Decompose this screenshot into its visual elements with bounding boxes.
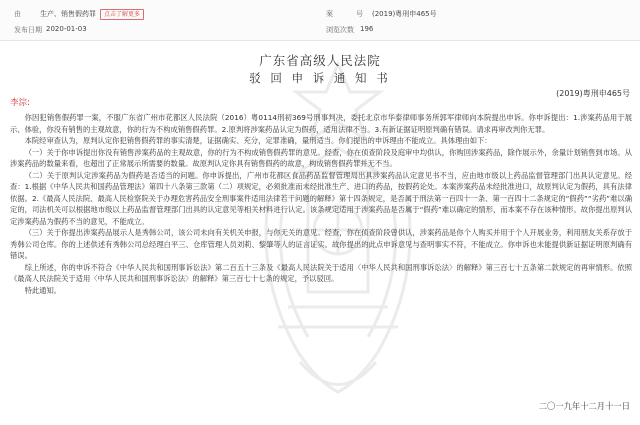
paragraph-point-1: （一）关于你申诉提出你没有销售涉案药品的主观故意，你的行为不构成销售假药罪的意见。经查，你在侦查阶段及庭审中均供认，你购回涉案药品，除作展示外，余量计划销售到市场。从涉案药品的数量来看，也超出了正常展示所需要的数量。故原判认定你具有销售假药的故意，构成销售假药罪并无不当。 <box>10 147 632 168</box>
document-number: (2019)粤刑申465号 <box>556 89 630 98</box>
paragraph-point-3: （三）关于你提出涉案药品展示人是秀韩公司，该公司未向有关机关申报，与你无关的意见。经查，你在侦查阶段曾供认，涉案药品是你个人购买并用于个人开展业务，利用朋友关系存放于秀韩公司仓库。你的上述供述有秀韩公司总经理白平三、仓库管理人员刘莉、黎肇等人的证言证实。故你提出的此点申诉意见与查明事实不符，不能成立。你申诉也未能提供新证据证明原判确有错误。 <box>10 228 632 260</box>
cause-label: 由 <box>14 10 21 18</box>
paragraph-point-2: （二）关于原判认定涉案药品为假药是否适当的问题。你申诉提出，广州市花都区食品药品监督管理局出具涉案药品认定意见书不当，应由地市级以上药品监督管理部门出具认定意见。经查：1.根据《中华人民共和国药品管理法》第四十八条第三款第（二）项规定，必须批准而未经批准生产、进口的药品，按假药论处。本案涉案药品未经批准进口，故原判认定为假药，具有法律依据。2.《最高人民法院、最高人民检察院关于办理危害药品安全刑事案件适用法律若干问题的解释》第十四条规定，是否属于刑法第一百四十一条、第一百四十二条规定的“假药”“劣药”难以确定的，司法机关可以根据地市级以上药品监督管理部门出具的认定意见等相关材料进行认定。该条规定适用于涉案药品是否属于“假药”难以确定的情形，而本案不存在该种情形。故你提出原判认定涉案药品为假药不当的意见，不能成立。 <box>10 170 632 226</box>
addressee: 李淙: <box>10 98 30 108</box>
case-label: 案 <box>326 10 333 18</box>
publish-date-value: 2020-01-03 <box>46 25 87 33</box>
document-body <box>10 112 632 296</box>
case-no-prefix: 号 <box>356 10 363 18</box>
document-type-title: 驳 回 申 诉 通 知 书 <box>249 71 391 85</box>
views-label: 浏览次数 <box>326 26 354 34</box>
paragraph-conclusion: 综上所述，你的申诉不符合《中华人民共和国刑事诉讼法》第二百五十三条及《最高人民法院关于适用〈中华人民共和国刑事诉讼法〉的解释》第三百七十五条第二款规定的再审情形。依照《最高人民法院关于适用〈中华人民共和国刑事诉讼法〉的解释》第三百七十七条的规定，予以驳回。 <box>10 262 632 283</box>
cause-value <box>40 9 144 20</box>
cause-text: 生产、销售假药罪 <box>40 10 96 18</box>
paragraph-closing: 特此通知。 <box>24 285 62 295</box>
paragraph-intro: 你因犯销售假药罪一案，不服广东省广州市花都区人民法院（2016）粤0114刑初369号刑事判决，委托北京市华泰律师事务所郭军律师向本院提出申诉。你申诉提出：1.涉案药品用于展示、体验，你没有销售的主观故意，你的行为不构成销售假药罪。2.原判将涉案药品认定为假药，适用法律不当。3.有新证据证明原判确有错误。请求再审改判你无罪。 <box>10 113 632 134</box>
learn-more-tag[interactable]: 点击了解更多 <box>100 9 144 20</box>
views-value: 196 <box>360 25 374 33</box>
document-metadata-bar <box>0 0 640 41</box>
publish-date-label: 发布日期 <box>14 26 42 34</box>
notice-document <box>0 40 640 425</box>
paragraph-review: 本院经审查认为，原判认定你犯销售假药罪的事实清楚，证据确实、充分，定罪准确，量刑适当。你们提出的申诉理由不能成立。具体理由如下： <box>24 136 492 145</box>
case-number: (2019)粤刑申465号 <box>372 10 437 18</box>
document-date: 二〇一九年十二月十一日 <box>538 401 630 411</box>
court-name: 广东省高级人民法院 <box>259 53 381 68</box>
